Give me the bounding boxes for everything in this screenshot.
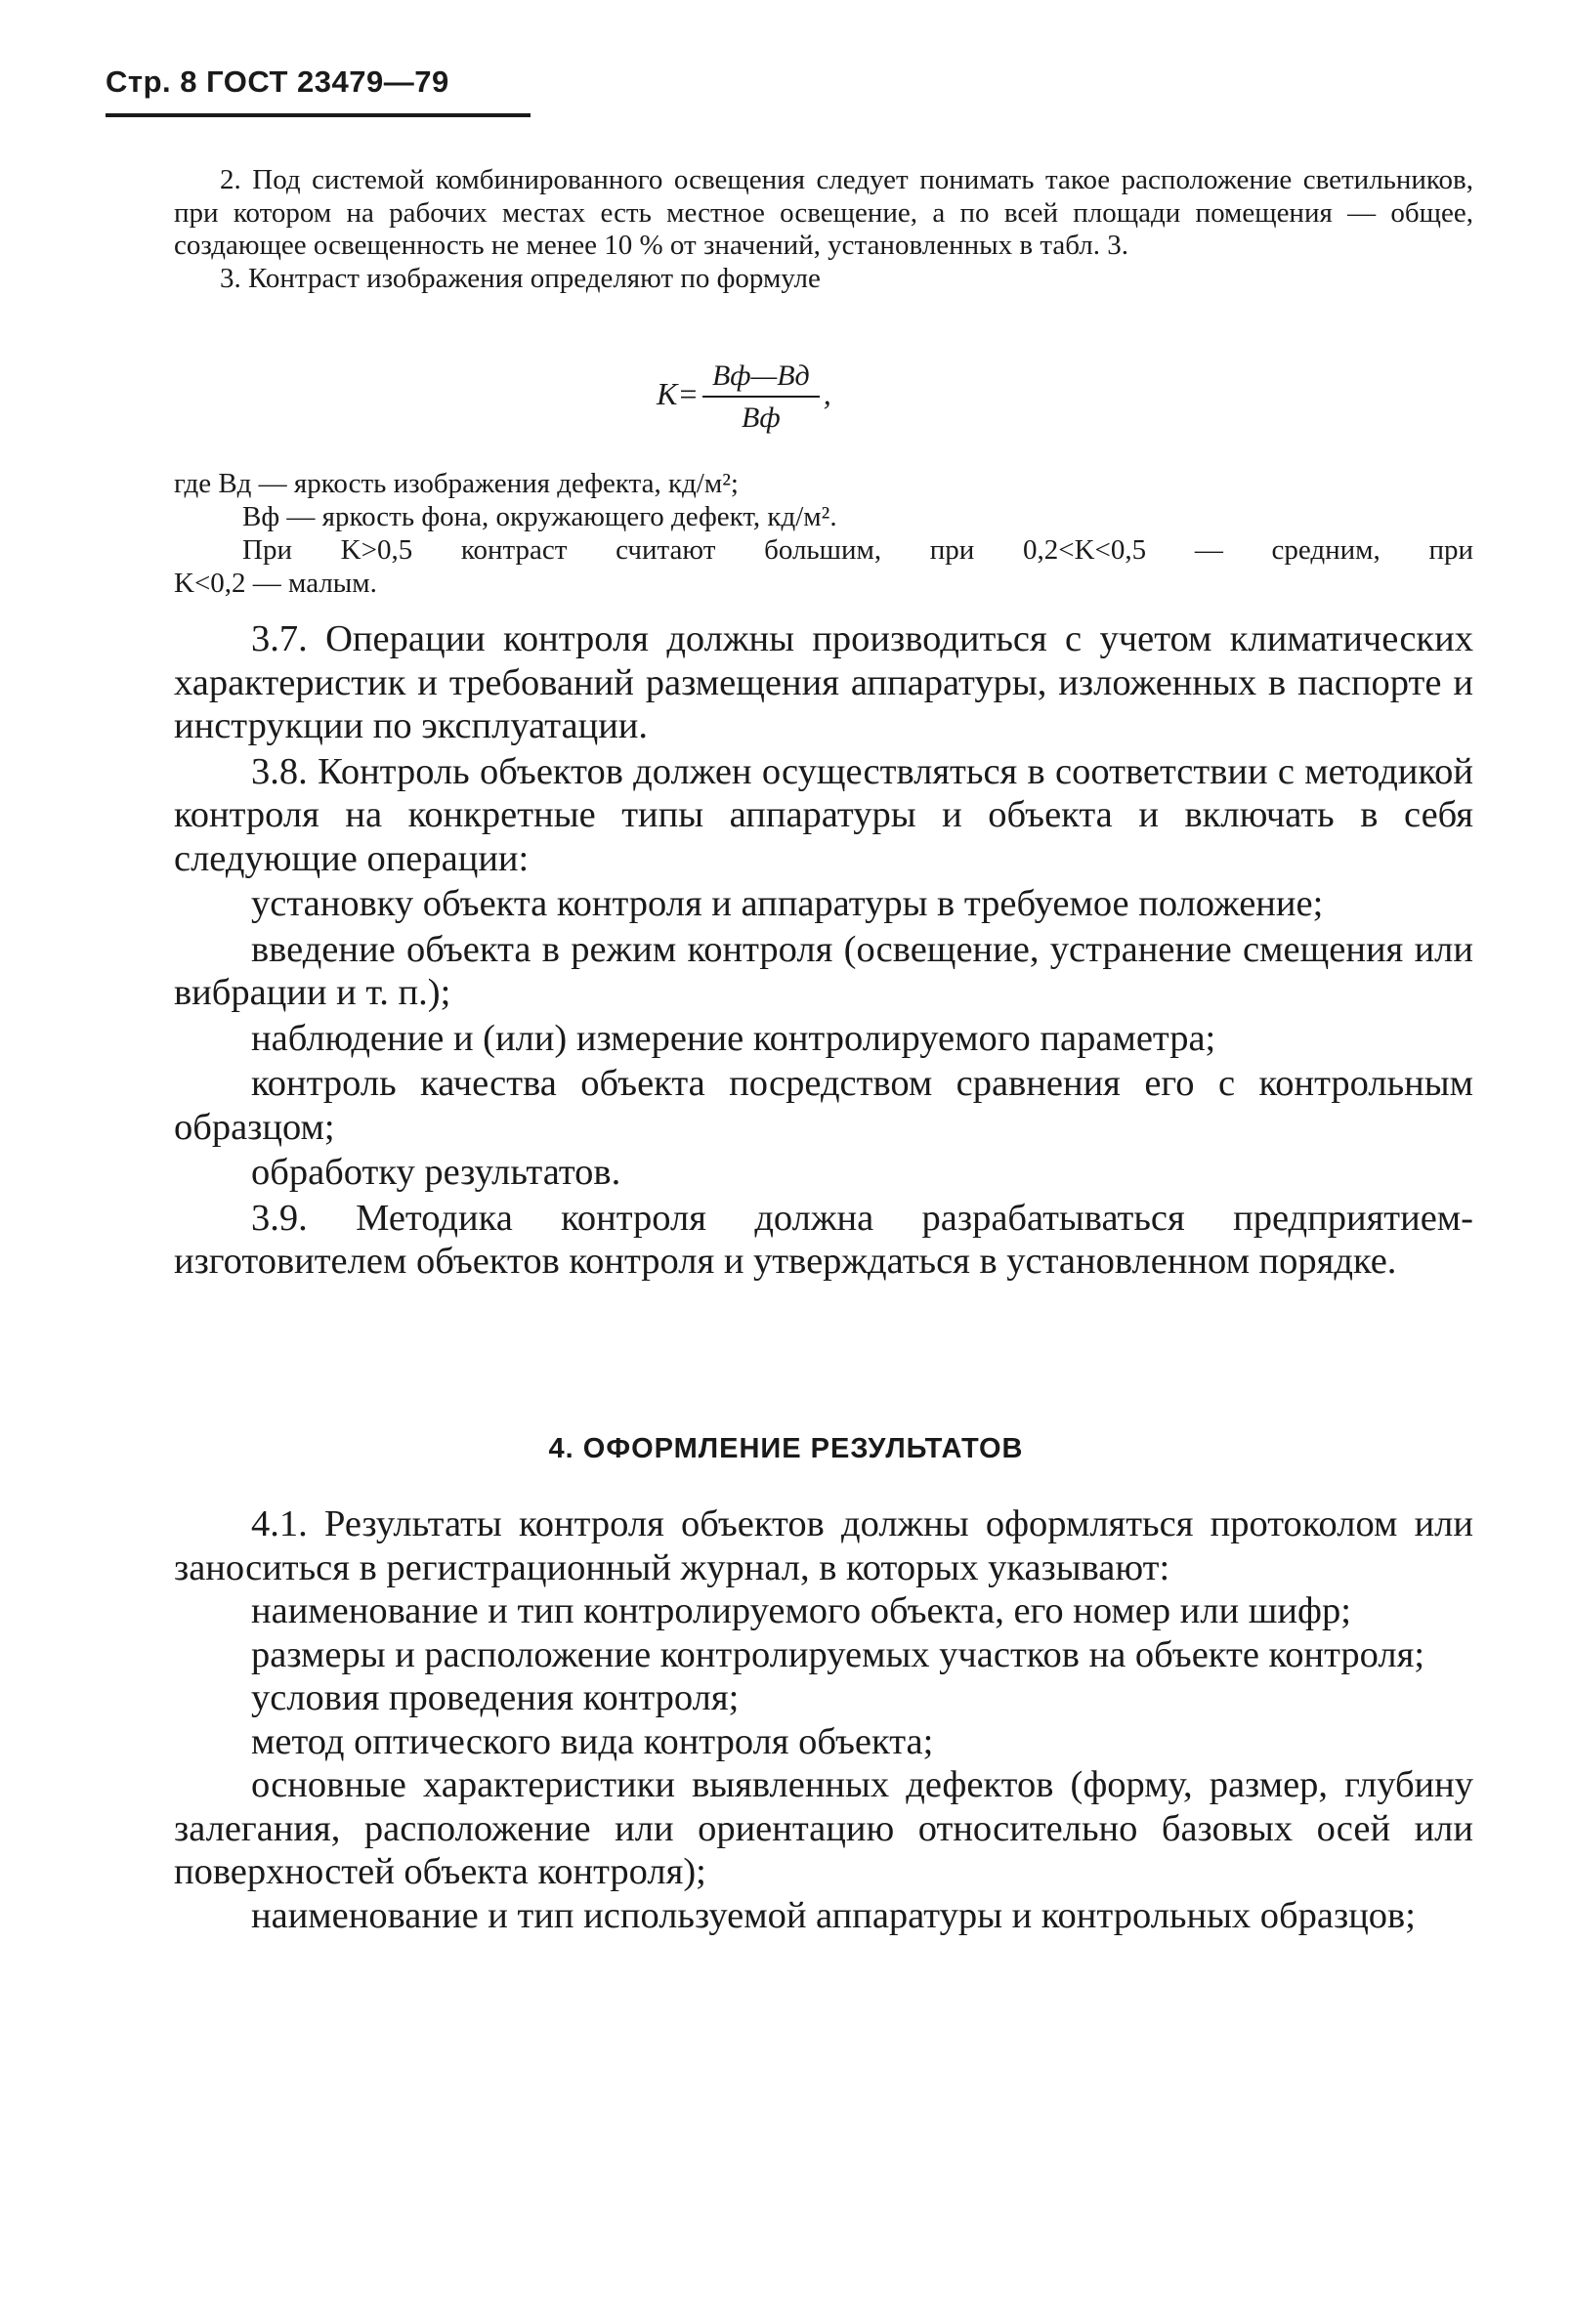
result-item: наименование и тип контролируемого объекта, его номер или шифр; bbox=[251, 1590, 1351, 1631]
formula-numerator: Bф—Bд bbox=[702, 359, 820, 398]
contrast-formula bbox=[657, 359, 831, 435]
definition-bf: Bф — яркость фона, окружающего дефект, кд/м². bbox=[242, 501, 837, 532]
header-rule bbox=[106, 113, 531, 117]
result-item: размеры и расположение контролируемых участков на объекте контроля; bbox=[251, 1633, 1425, 1675]
note-3-intro: 3. Контраст изображения определяют по формуле bbox=[220, 262, 821, 294]
formula-denominator: Bф bbox=[742, 401, 781, 434]
result-item: условия проведения контроля; bbox=[251, 1677, 740, 1718]
section-4-title: 4. ОФОРМЛЕНИЕ РЕЗУЛЬТАТОВ bbox=[548, 1433, 1024, 1464]
operation-item: введение объекта в режим контроля (освещение, устранение смещения или вибрации и т. п.); bbox=[174, 928, 1473, 1013]
running-header: Стр. 8 ГОСТ 23479—79 bbox=[106, 64, 449, 99]
operation-item: установку объекта контроля и аппаратуры в требуемое положение; bbox=[251, 883, 1324, 924]
note-2: 2. Под системой комбинированного освещения следует понимать такое расположение светильников, при котором на рабочих местах есть местное освещение, а по всей площади помещения — общее, создающее освещенность не менее 10 % от значений, установленных в табл. 3. bbox=[174, 164, 1473, 261]
paragraph-3-7: 3.7. Операции контроля должны производиться с учетом климатических характеристик и требований размещения аппаратуры, изложенных в паспорте и инструкции по эксплуатации. bbox=[174, 618, 1473, 746]
formula-trail: , bbox=[823, 375, 831, 411]
formula-lhs: K= bbox=[657, 375, 699, 411]
operation-item: наблюдение и (или) измерение контролируемого параметра; bbox=[251, 1017, 1216, 1059]
formula-definitions bbox=[174, 467, 1473, 600]
notes-block bbox=[174, 164, 1473, 295]
main-text bbox=[174, 617, 1473, 1284]
paragraph-3-9: 3.9. Методика контроля должна разрабатываться предприятием-изготовителем объектов контроля и утверждаться в установленном порядке. bbox=[174, 1197, 1473, 1282]
paragraph-4-1: 4.1. Результаты контроля объектов должны оформляться протоколом или заноситься в регистрационный журнал, в которых указывают: bbox=[174, 1503, 1473, 1588]
result-item: наименование и тип используемой аппаратуры и контрольных образцов; bbox=[251, 1894, 1416, 1936]
paragraph-3-8: 3.8. Контроль объектов должен осуществляться в соответствии с методикой контроля на конкретные типы аппаратуры и объекта и включать в себя следующие операции: bbox=[174, 750, 1473, 879]
section-4-text bbox=[174, 1502, 1473, 1937]
result-item: метод оптического вида контроля объекта; bbox=[251, 1720, 934, 1762]
contrast-rule-line-2: K<0,2 — малым. bbox=[174, 568, 377, 599]
operation-item: контроль качества объекта посредством сравнения его с контрольным образцом; bbox=[174, 1063, 1473, 1148]
operation-item: обработку результатов. bbox=[251, 1152, 621, 1193]
contrast-rule-line-1: При K>0,5 контраст считают большим, при 0,2<K<0,5 — средним, при bbox=[242, 534, 1473, 566]
formula-fraction bbox=[702, 359, 820, 435]
result-item: основные характеристики выявленных дефектов (форму, размер, глубину залегания, расположение или ориентацию относительно базовых осей или поверхностей объекта контроля); bbox=[174, 1764, 1473, 1892]
definition-bd: где Bд — яркость изображения дефекта, кд/м²; bbox=[174, 468, 739, 499]
